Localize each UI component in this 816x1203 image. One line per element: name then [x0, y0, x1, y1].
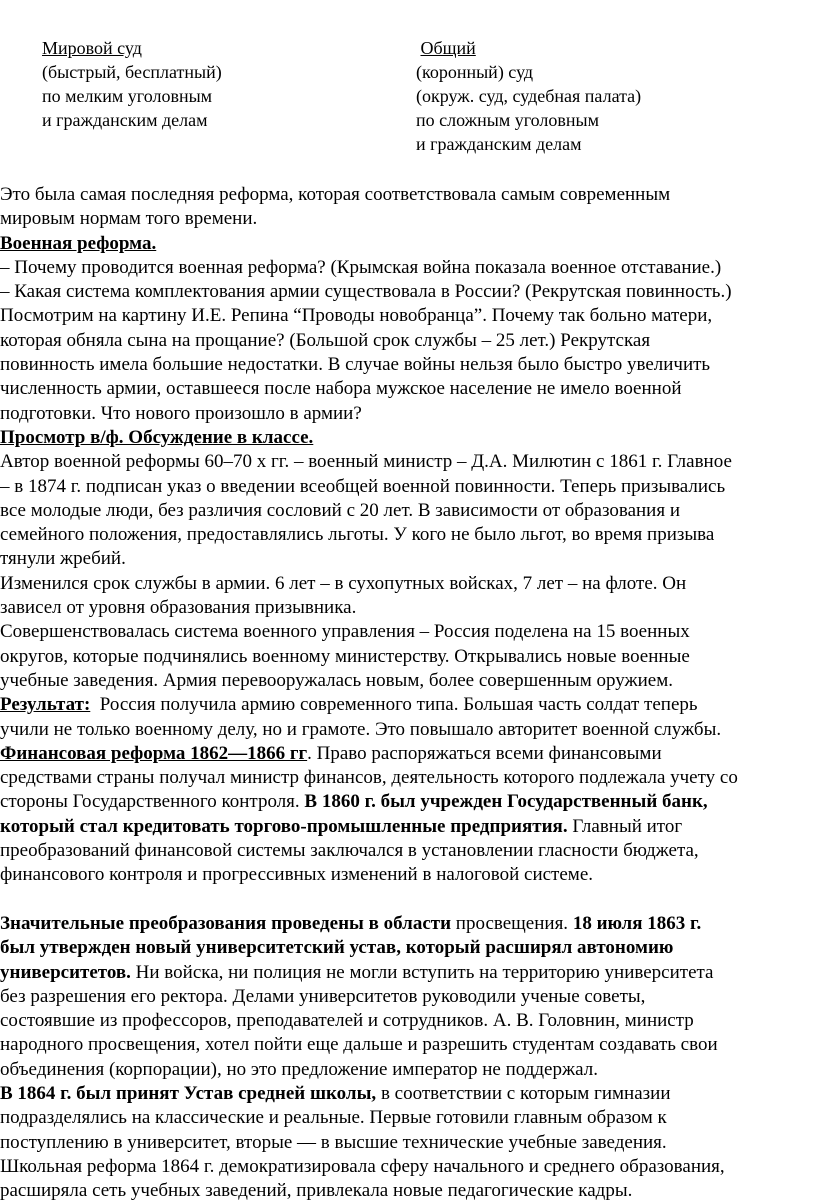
paragraph-line: Посмотрим на картину И.Е. Репина “Проводы новобранца”. Почему так больно матери,: [0, 305, 713, 327]
education-bold-text: Значительные преобразования проведены в области: [0, 912, 452, 934]
court-left-line: (быстрый, бесплатный): [42, 62, 222, 82]
education-text: просвещения.: [451, 912, 573, 934]
paragraph-line: поступлению в университет, вторые — в высшие технические учебные заведения.: [0, 1131, 667, 1153]
paragraph-line: расширяла сеть учебных заведений, привлекала новые педагогические кадры.: [0, 1180, 633, 1202]
paragraph-line: учили не только военному делу, но и грамоте. Это повышало авторитет военной службы.: [0, 718, 722, 740]
paragraph-line: Школьная реформа 1864 г. демократизировала сферу начального и среднего образования,: [0, 1155, 725, 1177]
paragraph-line: численность армии, оставшееся после набора мужское население не имело военной: [0, 378, 682, 400]
court-right-title: Общий: [420, 38, 476, 58]
court-right-line: по сложным уголовным: [416, 110, 600, 130]
paragraph-line: – в 1874 г. подписан указ о введении всеобщей военной повинности. Теперь призывались: [0, 475, 726, 497]
result-text: Россия получила армию современного типа. Большая часть солдат теперь: [90, 694, 698, 716]
court-left-title: Мировой суд: [42, 38, 142, 58]
education-text: Ни войска, ни полиция не могли вступить на территорию университета: [130, 961, 714, 983]
paragraph-line: народного просвещения, хотел пойти еще дальше и разрешить студентам создавать свои: [0, 1034, 718, 1056]
film-discussion-heading: Просмотр в/ф. Обсуждение в классе.: [0, 426, 314, 448]
finance-text: Главный итог: [567, 815, 683, 837]
result-label: Результат:: [0, 694, 91, 716]
school-text: в соответствии с которым гимназии: [376, 1082, 671, 1104]
paragraph-line: округов, которые подчинялись военному министерству. Открывались новые военные: [0, 645, 690, 667]
paragraph-line: Изменился срок службы в армии. 6 лет – в сухопутных войсках, 7 лет – на флоте. Он: [0, 572, 687, 594]
paragraph-line: преобразований финансовой системы заключался в установлении гласности бюджета,: [0, 840, 699, 862]
paragraph-line: объединения (корпорации), но это предложение император не поддержал.: [0, 1058, 598, 1080]
paragraph-line: средствами страны получал министр финансов, деятельность которого подлежала учету со: [0, 767, 738, 789]
paragraph-line: Автор военной реформы 60–70 х гг. – военный министр – Д.А. Милютин с 1861 г. Главное: [0, 451, 732, 473]
paragraph-line: зависел от уровня образования призывника.: [0, 597, 357, 619]
paragraph-line: мировым нормам того времени.: [0, 208, 258, 230]
paragraph-line: без разрешения его ректора. Делами университетов руководили ученые советы,: [0, 985, 646, 1007]
court-left-column: [42, 36, 222, 132]
paragraph-line: финансового контроля и прогрессивных изменений в налоговой системе.: [0, 864, 593, 886]
paragraph-line: – Какая система комплектования армии существовала в России? (Рекрутская повинность.): [0, 281, 732, 303]
finance-line: [0, 815, 816, 839]
education-bold-text: университетов.: [0, 961, 131, 983]
main-text: [0, 183, 816, 1203]
finance-line: [0, 790, 816, 814]
education-bold-text: 18 июля 1863 г.: [572, 912, 702, 934]
paragraph-line: подразделялись на классические и реальные. Первые готовили главным образом к: [0, 1107, 667, 1129]
paragraph-line: – Почему проводится военная реформа? (Крымская война показала военное отставание.): [0, 256, 722, 278]
finance-bold-text: В 1860 г. был учрежден Государственный банк,: [304, 791, 708, 813]
finance-bold-text: который стал кредитовать торгово-промышленные предприятия.: [0, 815, 568, 837]
court-right-line: (коронный) суд: [416, 62, 534, 82]
paragraph-line: учебные заведения. Армия перевооружалась новым, более совершенным оружием.: [0, 669, 674, 691]
paragraph-line: которая обняла сына на прощание? (Большой срок службы – 25 лет.) Рекрутская: [0, 329, 651, 351]
court-left-line: по мелким уголовным: [42, 86, 213, 106]
court-right-column: [416, 36, 641, 156]
paragraph-line: тянули жребий.: [0, 548, 126, 570]
finance-line: [0, 742, 816, 766]
court-right-line: (окруж. суд, судебная палата): [416, 86, 642, 106]
school-line: [0, 1082, 816, 1106]
paragraph-line: Совершенствовалась система военного управления – Россия поделена на 15 военных: [0, 621, 690, 643]
result-line: [0, 693, 816, 717]
school-bold-text: В 1864 г. был принят Устав средней школы,: [0, 1082, 377, 1104]
finance-reform-heading: Финансовая реформа 1862—1866 гг: [0, 742, 308, 764]
paragraph-line: Это была самая последняя реформа, которая соответствовала самым современным: [0, 184, 671, 205]
paragraph-line: все молодые люди, без различия сословий с 20 лет. В зависимости от образования и: [0, 499, 681, 521]
court-right-title-line: [416, 36, 641, 60]
court-right-line: и гражданским делам: [416, 134, 582, 154]
paragraph-line: подготовки. Что нового произошло в армии?: [0, 402, 362, 424]
education-line: [0, 912, 816, 936]
finance-text: . Право распоряжаться всеми финансовыми: [307, 742, 662, 764]
court-left-line: и гражданским делам: [42, 110, 208, 130]
paragraph-line: семейного положения, предоставлялись льготы. У кого не было льгот, во время призыва: [0, 524, 715, 546]
paragraph-line: состоявшие из профессоров, преподавателей и сотрудников. А. В. Головнин, министр: [0, 1010, 694, 1032]
paragraph-line: повинность имела большие недостатки. В случае войны нельзя было быстро увеличить: [0, 354, 711, 376]
paragraph-gap: [0, 888, 816, 912]
education-bold-line: был утвержден новый университетский устав, который расширял автономию: [0, 937, 674, 959]
education-line: [0, 961, 816, 985]
finance-text: стороны Государственного контроля.: [0, 791, 305, 813]
military-reform-heading: Военная реформа.: [0, 232, 157, 254]
